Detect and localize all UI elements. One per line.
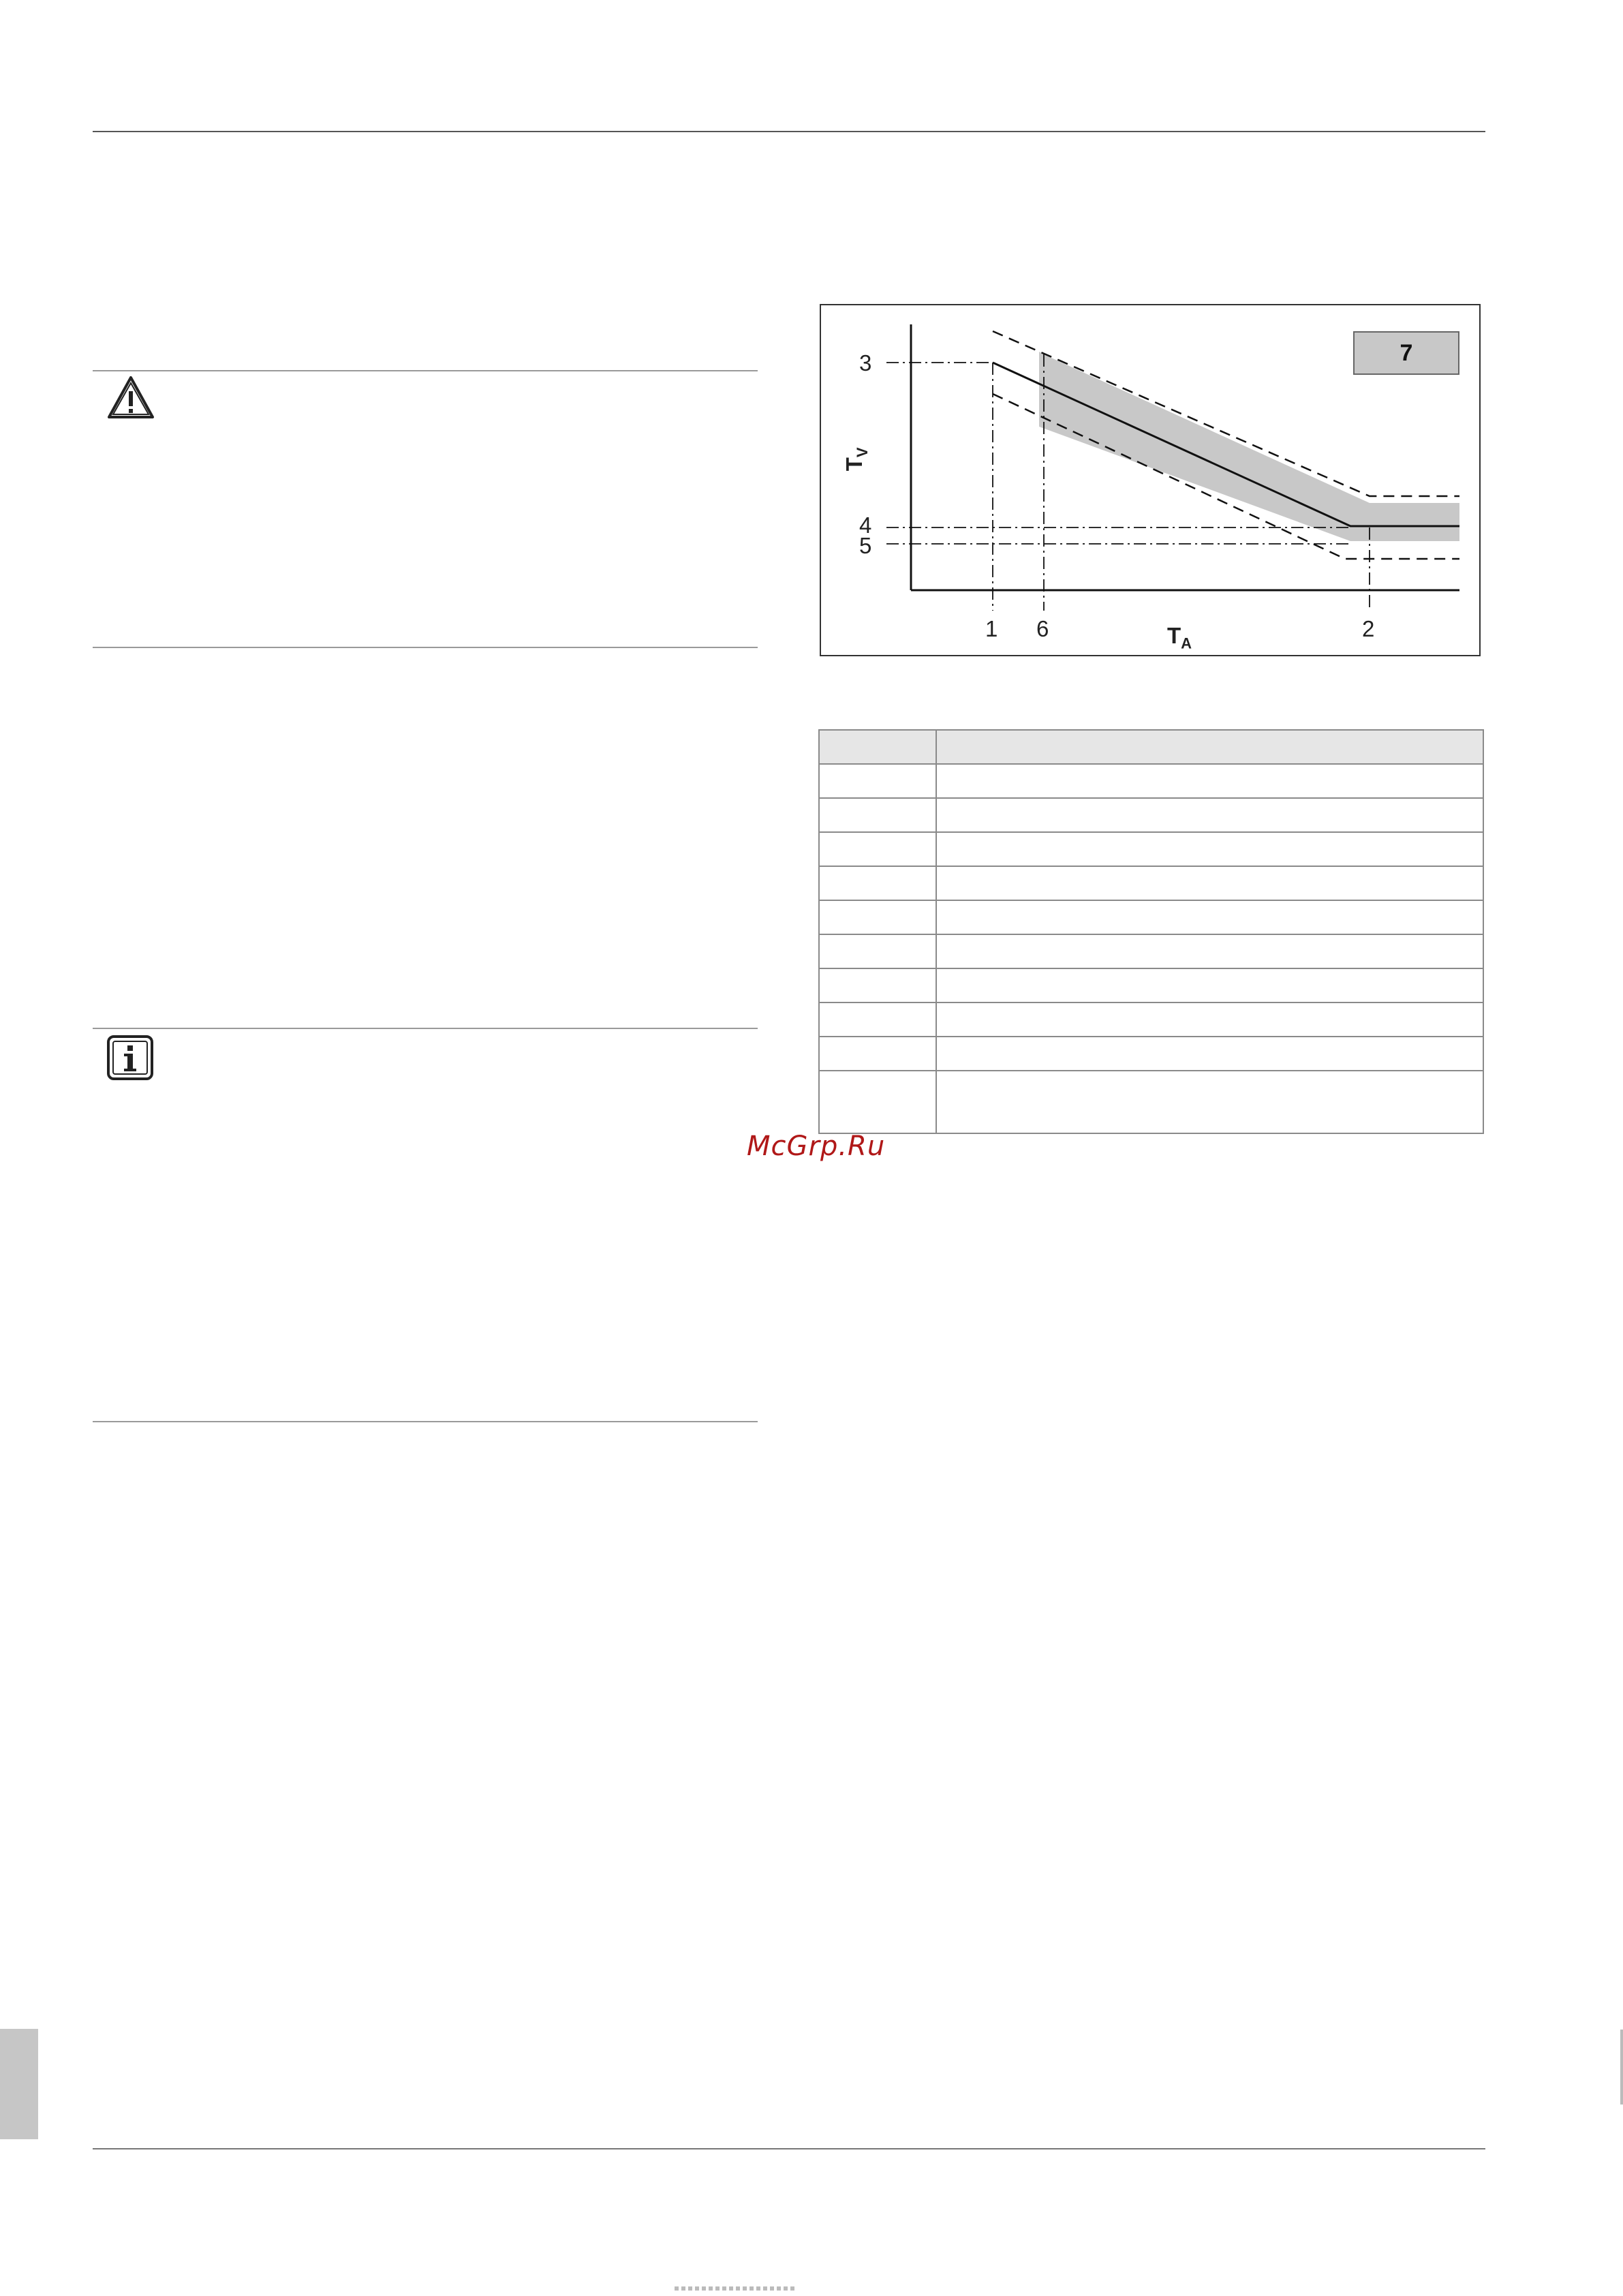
legend-table (818, 729, 1484, 1134)
table-row (819, 1071, 1483, 1133)
table-row (819, 866, 1483, 900)
table-row (819, 1037, 1483, 1071)
table-cell (819, 1002, 936, 1037)
table-cell (936, 1037, 1483, 1071)
tolerance-band (1039, 352, 1459, 541)
table-cell (819, 866, 936, 900)
figure-number-badge: 7 (1353, 331, 1459, 375)
table-cell (819, 832, 936, 866)
callout-6: 6 (1036, 616, 1049, 641)
x-axis-subscript: A (1181, 634, 1192, 652)
table-cell (936, 832, 1483, 866)
x-axis-symbol: T (1167, 623, 1181, 648)
table-cell (936, 934, 1483, 968)
heating-curve-figure (820, 304, 1481, 656)
right-margin-mark (1620, 2030, 1623, 2104)
info-top-rule (93, 1028, 758, 1029)
table-header-key (819, 730, 936, 764)
warning-triangle-icon (106, 375, 155, 420)
table-cell (936, 866, 1483, 900)
table-header-row (819, 730, 1483, 764)
y-axis-symbol: T (841, 457, 867, 472)
table-cell (819, 1071, 936, 1133)
table-cell (936, 1002, 1483, 1037)
table-cell (819, 1037, 936, 1071)
footer-rule (93, 2148, 1485, 2149)
table-row (819, 934, 1483, 968)
table-cell (936, 764, 1483, 798)
y-axis-subscript: V (853, 447, 871, 458)
callout-3: 3 (859, 350, 872, 376)
watermark-link[interactable]: McGrp.Ru (747, 1131, 886, 1162)
table-cell (936, 968, 1483, 1002)
chapter-side-tab (0, 2029, 38, 2139)
table-cell (936, 900, 1483, 934)
warning-top-rule (93, 370, 758, 371)
info-bottom-rule (93, 1421, 758, 1422)
table-cell (819, 968, 936, 1002)
x-axis-label (1167, 623, 1192, 653)
table-row (819, 1002, 1483, 1037)
callout-5: 5 (859, 533, 872, 558)
info-icon (106, 1035, 154, 1081)
table-cell (936, 1071, 1483, 1133)
table-row (819, 798, 1483, 832)
table-cell (819, 798, 936, 832)
table-cell (819, 934, 936, 968)
callout-1: 1 (985, 616, 998, 641)
table-row (819, 832, 1483, 866)
table-row (819, 968, 1483, 1002)
y-axis-label (841, 427, 871, 492)
callout-2: 2 (1362, 616, 1375, 641)
table-cell (936, 798, 1483, 832)
warning-bottom-rule (93, 647, 758, 648)
page-footer-mark (675, 2286, 797, 2291)
table-row (819, 764, 1483, 798)
table-cell (819, 764, 936, 798)
table-header-text (936, 730, 1483, 764)
callout-4: 4 (859, 512, 872, 538)
header-rule (93, 131, 1485, 132)
table-cell (819, 900, 936, 934)
table-row (819, 900, 1483, 934)
